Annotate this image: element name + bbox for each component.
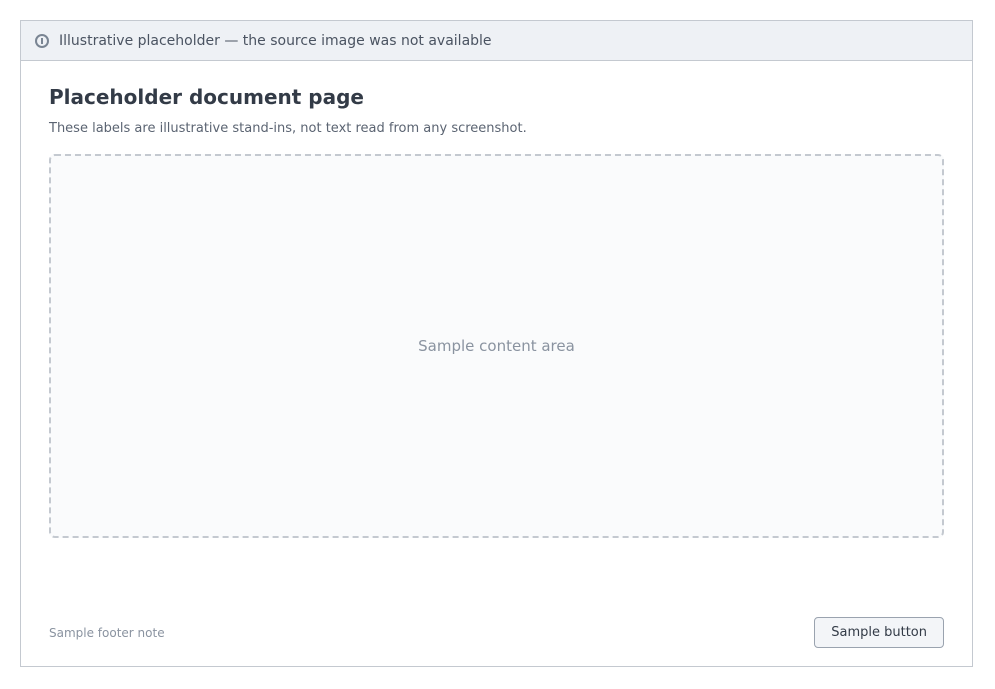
content-area	[21, 61, 972, 666]
sample-button[interactable]: Sample button	[814, 617, 944, 648]
banner-text: Illustrative placeholder — the source image was not available	[59, 32, 492, 49]
info-icon	[35, 34, 49, 48]
page-description: These labels are illustrative stand-ins, not text read from any screenshot.	[49, 121, 527, 136]
notice-banner	[21, 21, 972, 61]
footer-note: Sample footer note	[49, 625, 165, 640]
placeholder-frame	[20, 20, 973, 667]
placeholder-label: Sample content area	[418, 337, 575, 355]
footer	[49, 617, 944, 648]
placeholder-box	[49, 154, 944, 538]
page-title: Placeholder document page	[49, 85, 364, 109]
